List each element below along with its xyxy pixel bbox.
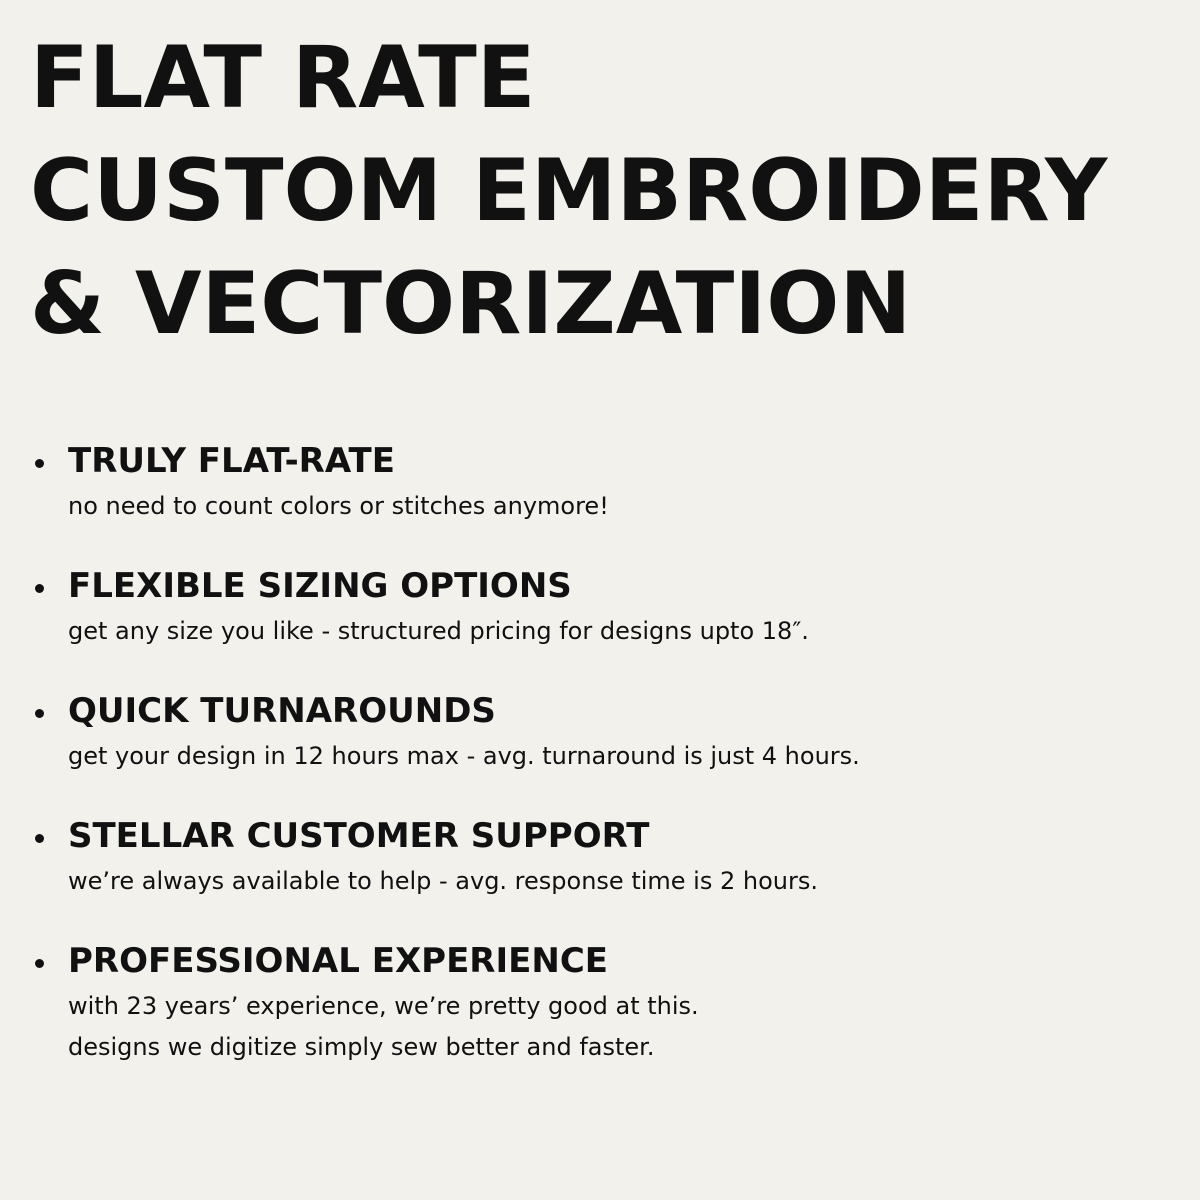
feature-title: PROFESSIONAL EXPERIENCE xyxy=(68,941,608,981)
feature-title: FLEXIBLE SIZING OPTIONS xyxy=(68,566,572,606)
headline-line-2: CUSTOM EMBROIDERY xyxy=(30,141,1108,241)
feature-description: no need to count colors or stitches anymore! xyxy=(68,492,609,520)
feature-item-experience xyxy=(30,938,1170,1068)
feature-list xyxy=(30,438,1170,1104)
bullet-icon xyxy=(35,584,44,593)
feature-description: we’re always available to help - avg. response time is 2 hours. xyxy=(68,867,818,895)
feature-title: QUICK TURNAROUNDS xyxy=(68,691,496,731)
headline xyxy=(30,22,1107,361)
feature-title: STELLAR CUSTOMER SUPPORT xyxy=(68,816,650,856)
feature-item-sizing xyxy=(30,563,1170,652)
feature-item-turnaround xyxy=(30,688,1170,777)
feature-title: TRULY FLAT-RATE xyxy=(68,441,395,481)
bullet-icon xyxy=(35,459,44,468)
feature-description: with 23 years’ experience, we’re pretty good at this. xyxy=(68,992,699,1020)
bullet-icon xyxy=(35,959,44,968)
headline-line-1: FLAT RATE xyxy=(30,28,536,128)
feature-item-support xyxy=(30,813,1170,902)
feature-description: get your design in 12 hours max - avg. turnaround is just 4 hours. xyxy=(68,742,860,770)
feature-item-flat-rate xyxy=(30,438,1170,527)
bullet-icon xyxy=(35,834,44,843)
feature-description: get any size you like - structured pricing for designs upto 18″. xyxy=(68,617,809,645)
feature-description: designs we digitize simply sew better and faster. xyxy=(68,1033,655,1061)
headline-line-3: & VECTORIZATION xyxy=(30,254,912,354)
bullet-icon xyxy=(35,709,44,718)
